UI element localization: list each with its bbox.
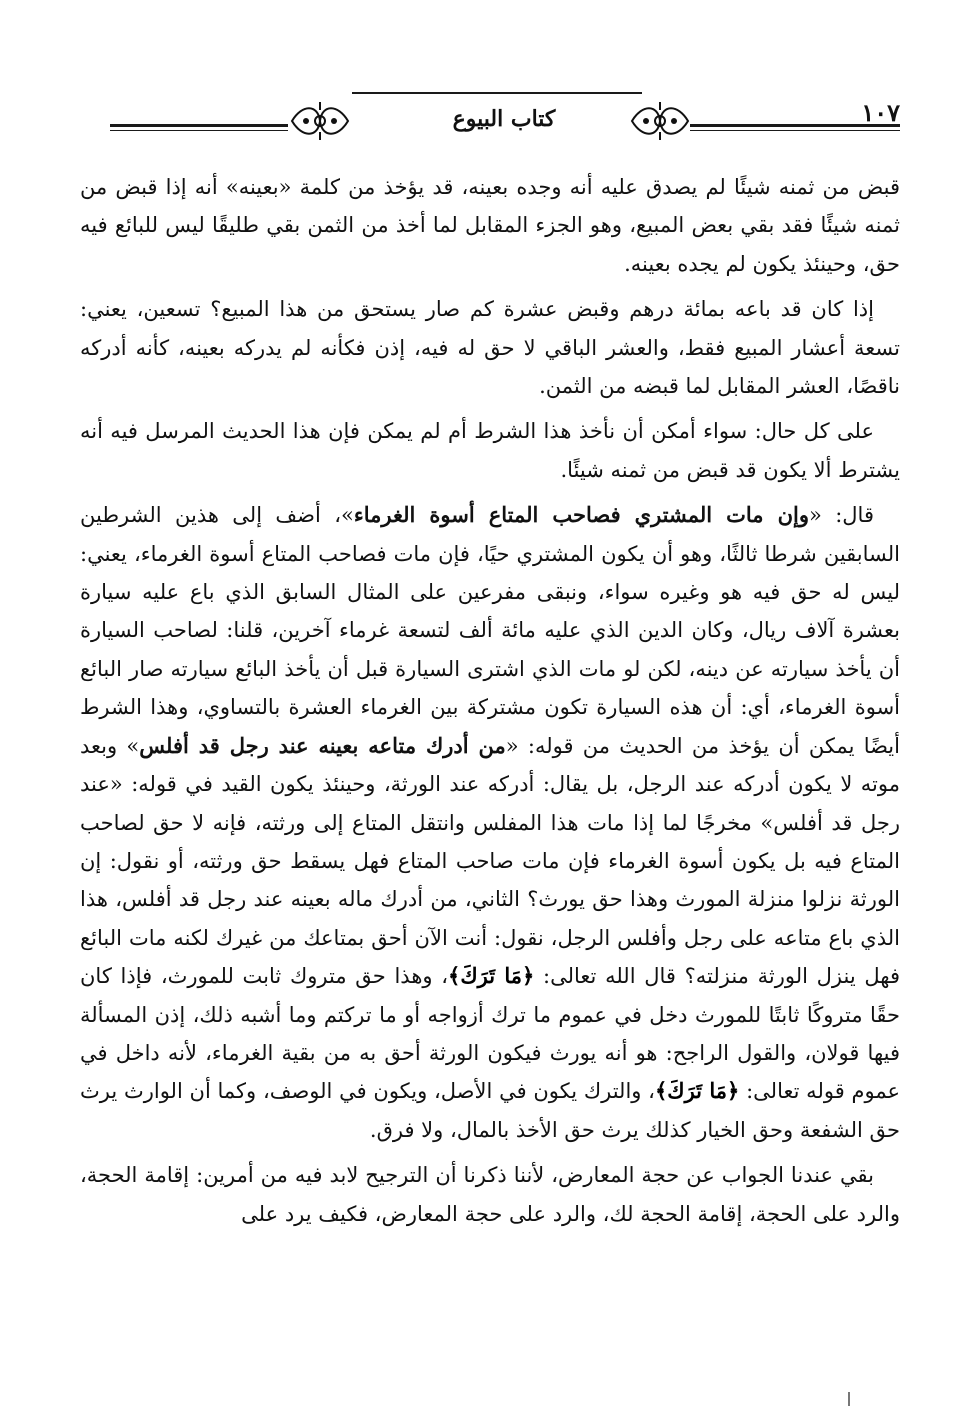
body-text [80,168,900,1233]
paragraph-text: بقي عندنا الجواب عن حجة المعارض، لأننا ذكرنا أن الترجيح لابد فيه من أمرين: إقامة الحجة، والرد على الحجة، إقامة الحجة لك، والرد على حجة المعارض، فكيف يرد على [80,1163,900,1226]
paragraph [80,1156,900,1233]
quran-quote: ﴿مَا تَرَكَ﴾ [448,963,535,989]
paragraph [80,290,900,405]
page-header [0,88,978,158]
paragraph-text: »، أضف إلى هذين الشرطين السابقين شرطا ثالثًا، وهو أن يكون المشتري حيًا، فإن مات فصاحب المتاع أسوة الغرماء، يعني: ليس له حق فيه هو وغيره سواء، ونبقى مفرعين على المثال السابق الذي باع عليه سيارة بعشرة آلاف ريال، وكان الدين الذي عليه مائة ألف لتسعة غرماء آخرين، قلنا: لصاحب السيارة أن يأخذ سيارته عن دينه، لكن لو مات الذي اشترى السيارة قبل أن يأخذ البائع سيارته صار البائع أسوة الغرماء، أي: أن هذه السيارة تكون مشتركة بين الغرماء العشرة بالتساوي، وهذا الشرط أيضًا يمكن أن يؤخذ من الحديث من قوله: « [80,503,900,758]
page-number: ١٠٧ [861,98,900,127]
paragraph [80,168,900,283]
paragraph [80,412,900,489]
floral-ornament-icon [628,98,692,144]
paragraph-text: قال: « [808,503,874,528]
paragraph-text: » وبعد موته لا يكون أدركه عند الرجل، بل يقال: أدركه عند الورثة، وحينئذ يكون القيد في قوله: «عند رجل قد أفلس» مخرجًا لما إذا مات هذا المفلس وانتقل المتاع إلى ورثته، فإنه لا حق لصاحب المتاع فيه بل يكون أسوة الغرماء فإن مات صاحب المتاع فهل يسقط حق ورثته، أو نقول: إن الورثة نزلوا منزلة المورث وهذا حق يورث؟ الثاني، من أدرك ماله بعينه عند رجل قد أفلس، هذا الذي باع متاعه على رجل وأفلس الرجل، نقول: أنت الآن أحق بمتاعك من غيرك لكنه مات البائع فهل ينزل الورثة منزلته؟ قال الله تعالى: [80,733,900,989]
paragraph-text: إذا كان قد باعه بمائة درهم وقبض عشرة كم صار يستحق من هذا المبيع؟ تسعين، يعني: تسعة أعشار المبيع فقط، والعشر الباقي لا حق له فيه، إذن فكأنه لم يدركه بعينه، كأنه أدركه ناقصًا، العشر المقابل لما قبضه من الثمن. [80,297,900,399]
paragraph-text: على كل حال: سواء أمكن أن نأخذ هذا الشرط أم لم يمكن فإن هذا الحديث المرسل فيه أنه يشترط ألا يكون قد قبض من ثمنه شيئًا. [80,419,900,482]
paragraph-text: قبض من ثمنه شيئًا لم يصدق عليه أنه وجده بعينه، قد يؤخذ من كلمة «بعينه» أنه إذا قبض من ثمنه شيئًا فقد بقي بعض المبيع، وهو الجزء المقابل لما أخذ من الثمن بقي طليقًا ليس للبائع فيه حق، وحينئذ يكون لم يجده بعينه. [80,175,900,276]
paragraph-text: ، والترك يكون في الأصل، ويكون في الوصف، وكما أن الوارث يرث حق الشفعة وحق الخيار كذلك يرث حق الأخذ بالمال، ولا فرق. [80,1079,900,1142]
header-rule-center [352,92,642,94]
hadith-quote: من أدرك متاعه بعينه عند رجل قد أفلس [139,732,506,758]
running-title: كتاب البيوع [452,106,556,132]
quran-quote: ﴿مَا تَرَكَ﴾ [654,1078,740,1104]
floral-ornament-icon [288,98,352,144]
hadith-quote: وإن مات المشتري فصاحب المتاع أسوة الغرماء [353,502,809,528]
header-rule-right-bottom [690,130,900,131]
header-rule-left-bottom [110,130,288,131]
paragraph-text: ، وهذا حق متروك ثابت للمورث، فإذا كان حقًا متروكًا ثابتًا للمورث دخل في عموم ما ترك أزواجه أو ما تركتم وما أشبه ذلك، إذن المسألة فيها قولان، والقول الراجح: هو أنه يورث فيكون الورثة أحق به من بقية الغرماء، لأنه داخل في عموم قوله تعالى: [80,964,900,1104]
paragraph [80,496,900,1149]
margin-mark [848,1392,850,1406]
header-rule-left-top [110,124,288,127]
